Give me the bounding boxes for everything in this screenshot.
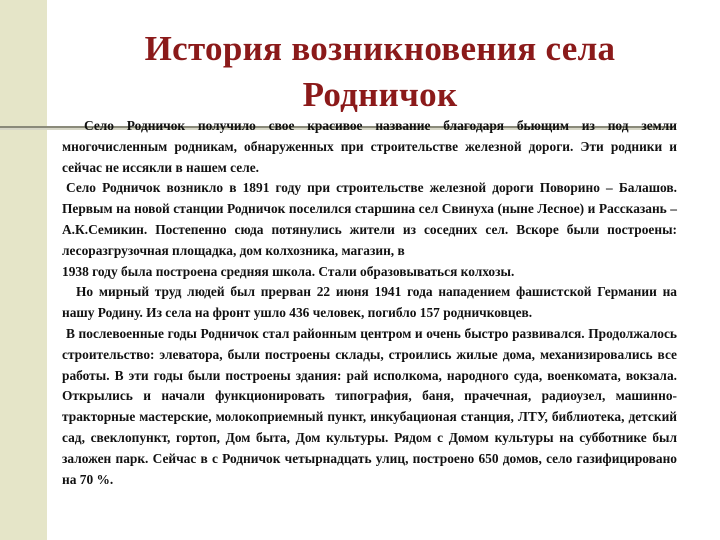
- slide-body-text: [62, 116, 677, 490]
- paragraph-5: В послевоенные годы Родничок стал районным центром и очень быстро развивался. Продолжалось строительство: элеватора, были построены склады, строились жилые дома, механизировались все работы. В эти годы были построены здания: рай исполкома, народного суда, военкомата, вокзала. Открылись и начали функционировать типография, баня, прачечная, радиоузел, машинно-тракторные мастерские, молокоприемный пункт, инкубационая станция, ЛТУ, библиотека, детский сад, свеклопункт, гортоп, Дом быта, Дом культуры. Рядом с Домом культуры на субботнике был заложен парк. Сейчас в с Родничок четырнадцать улиц, построено 650 домов, село газифицировано на 70 %.: [62, 325, 677, 487]
- slide-title: [60, 26, 700, 118]
- slide-title-line-1: История возникновения села: [144, 29, 616, 68]
- paragraph-3: 1938 году была построена средняя школа. Стали образовываться колхозы.: [62, 263, 515, 279]
- slide-title-line-2: Родничок: [302, 75, 458, 114]
- paragraph-1: Село Родничок получило свое красивое название благодаря бьющим из под земли многочисленным родникам, обнаруженных при строительстве железной дороги. Эти родники и сейчас не иссякли в нашем селе.: [62, 118, 677, 175]
- paragraph-2: Село Родничок возникло в 1891 году при строительстве железной дороги Поворино – Балашов. Первым на новой станции Родничок поселился старшина сел Свинуха (ныне Лесное) и Рассказань – А.К.Семикин. Постепенно сюда потянулись жители из соседних сел. Вскоре были построены: лесоразгрузочная площадка, дом колхозника, магазин, в: [62, 180, 677, 258]
- left-accent-bar: [0, 0, 47, 540]
- paragraph-4: Но мирный труд людей был прерван 22 июня 1941 года нападением фашистской Германии на нашу Родину. Из села на фронт ушло 436 человек, погибло 157 родничковцев.: [62, 284, 677, 321]
